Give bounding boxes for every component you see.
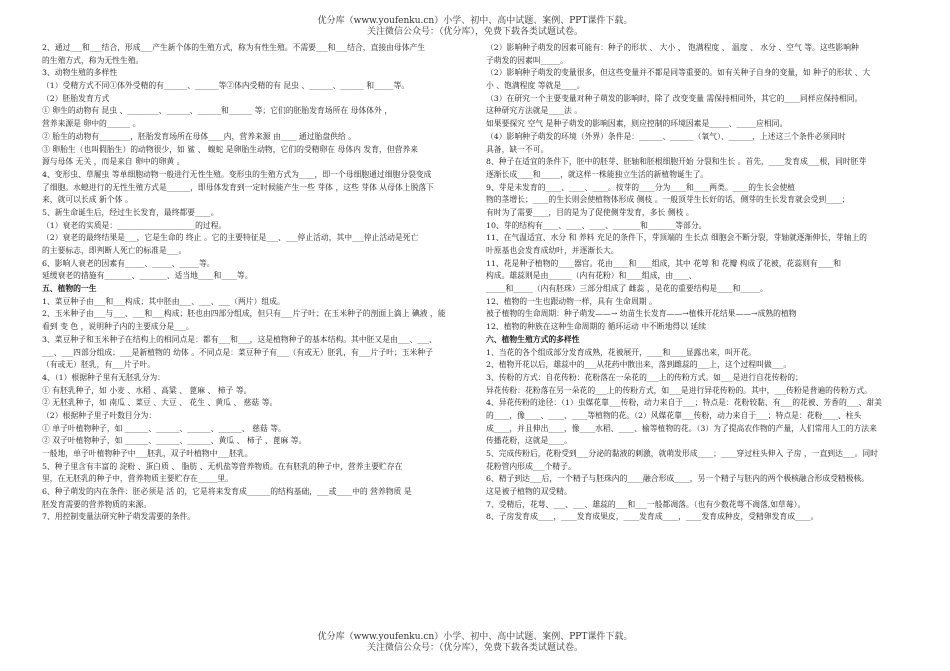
right-text-line: 的____，像____、____、____等植物的花。（2）风媒花靠___传粉，动力来自于___；特点是：花粉____、柱头 xyxy=(486,410,862,420)
right-text-line: 物的茎增长；____的生长则会使植物体形成 侧枝 。一般顶芽生长好的话，侧芽的生长发育就会受到____； xyxy=(486,195,850,205)
right-text-line: 这种研究方法就是____法 。 xyxy=(486,106,583,116)
right-text-line: _____和_____（内有胚珠）三部分组成了 雌蕊 ，是花的重要结构是____和_____。 xyxy=(486,284,768,294)
left-text-line: 源与母体 无关 ，而是来自 卵中的卵黄 。 xyxy=(42,157,185,167)
right-text-line: （3）在研究一个主要变量对种子萌发的影响时，除了 改变变量 需保持相同外，其它的____同样应保持相同。 xyxy=(486,93,863,103)
right-text-line: 如果要探究 空气 是种子萌发的影响因素，则应控制的环境因素是_____、_____应相同。 xyxy=(486,119,788,129)
right-text-line: 5、完成传粉后，花粉受到___分泌的黏液的刺激，就萌发形成____；____穿过柱头伸入 子房 ，一直到达___。同时 xyxy=(486,449,878,458)
left-text-line: 6、影响人衰老的因素有_____、_____、_____等。 xyxy=(42,258,215,268)
right-text-line: 六、植物生殖方式的多样性 xyxy=(486,334,580,344)
right-text-line: 1、当花的各个组成部分发育成熟，花被展开，____和____显露出来，叫开花。 xyxy=(486,347,757,357)
left-text-line: 营养来源是 卵中的______ 。 xyxy=(42,119,141,129)
right-text-line: 11、在气温适宜、水分 和 养料 充足的条件下，芽顶端的 生长点 细胞会不断分裂，芽轴就逐渐伸长，芽轴上的 xyxy=(486,233,867,243)
right-text-line: 8、种子在适宜的条件下，胚中的胚芽、胚轴和胚根细胞开始 分裂和生长 。首先，____发育成___根，同时胚芽 xyxy=(486,157,867,167)
right-text-line: 花粉管内形成___个精子。 xyxy=(486,461,576,471)
left-text-line: 3、菜豆种子和玉米种子在结构上的相同点是：都有___和___，这是植物种子的基本结构。其中胚又是由___、___、 xyxy=(42,334,437,344)
left-text-line: 7、用控制变量法研究种子萌发需要的条件。 xyxy=(42,512,196,522)
left-text-line: ② 胎生的动物有________，胚胎发育场所在母体____内，营养来源 由____ 通过胎盘供给 。 xyxy=(42,131,356,141)
header-line-1: 优分库（www.youfenku.cn）小学、初中、高中试题、案例、PPT课件下载。 xyxy=(317,16,633,26)
left-text-line: ___、___四部分组成；___是新植物的 幼体 。不同点是：菜豆种子有___（有或无）胚乳，有___片子叶；玉米种子 xyxy=(42,347,433,357)
left-text-line: （2）胚胎发育方式 xyxy=(42,93,110,103)
right-text-line: 9、芽是未发育的____、____、____。按芽的____分为____和____两类。____的生长会使植 xyxy=(486,182,796,192)
left-text-line: 3、动物生殖的多样性 xyxy=(42,68,118,78)
left-text-line: 4、（1）根据种子里有无胚乳分为： xyxy=(42,372,165,382)
right-text-line: 被子植物的生命周期：种子萌发——→ 幼苗生长发育——→植株开花结果——→成熟的植物 xyxy=(486,309,797,319)
left-text-line: 4、变形虫、草履虫 等单细胞动物一般进行无性生殖。变形虫的生殖方式为____，即一个母细胞通过细胞分裂变成 xyxy=(42,169,432,179)
footer-line-1: 优分库（www.youfenku.cn）小学、初中、高中试题、案例、PPT课件下载。 xyxy=(317,632,633,642)
left-text-line: 的主要标志，即判断人死亡的标准是___。 xyxy=(42,246,187,255)
right-text-line: 6、精子到达___后，一个精子与胚珠内的____融合形成____，另一个精子与胚内的两个极核融合形成受精极核。 xyxy=(486,474,870,484)
left-text-line: 2、玉米种子由___与___、___和___构成；胚也由四部分组成，但只有___片子叶；在玉米种子的剖面上滴上 碘液 ，能 xyxy=(42,309,446,319)
right-text-line: （2）影响种子萌发的变量很多，但这些变量并不都是同等重要的。如有关种子自身的变量，如 种子的形状 、大 xyxy=(486,68,871,78)
right-text-line: 12、植物的一生也跟动物一样，具有 生命周期 。 xyxy=(486,296,657,306)
right-text-line: 传播花粉，这就是____。 xyxy=(486,436,572,446)
right-text-line: 8、子房发育成____，____发育成果皮，____发育成____，____发育成种皮，受精卵发育成____。 xyxy=(486,512,819,522)
left-text-line: 胚发育需要的营养物质的来源。 xyxy=(42,499,152,509)
left-text-line: ① 有胚乳种子，如 小麦 、水稻 、高粱 、 蓖麻 、 柿子 等。 xyxy=(42,385,252,395)
left-text-line: （1）衰老的实质是：____________________的过程。 xyxy=(42,220,227,230)
left-text-line: 五、植物的一生 xyxy=(42,284,97,294)
left-text-line: 6、种子萌发的内在条件：胚必须是 活 的，它是将来发育成______的结构基础，___或____中的 营养物质 是 xyxy=(42,487,412,497)
right-text-line: 具备，缺一不可。 xyxy=(486,144,549,154)
right-text-line: 异花传粉：花粉落在另一朵花的___上的传粉方式，如___是进行异花传粉的。其中，___传粉是普遍的传粉方式。 xyxy=(486,385,872,395)
left-text-line: 5、种子里含有丰富的 淀粉 、蛋白质 、 脂肪 、无机盐等营养物质。在有胚乳的种子中，营养主要贮存在 xyxy=(42,461,403,471)
right-text-line: 子萌发的因素叫_____。 xyxy=(486,55,568,65)
right-text-line: 3、传粉的方式：自花传粉：花粉落在一朵花的___上的传粉方式。如___是进行自花传粉的； xyxy=(486,372,803,382)
left-text-line: 看到 变 色 ，说明种子内的主要成分是___。 xyxy=(42,322,194,332)
left-text-line: （1）受精方式不同①体外受精的有______、______等②体内受精的有 昆虫 、______、______ 和_____等。 xyxy=(42,81,410,91)
right-text-line: 11、花是种子植物的____器官。花由____和____组成，其中 花萼 和 花瓣 构成了花被，花蕊则有____和 xyxy=(486,258,842,268)
left-column xyxy=(42,42,480,632)
right-text-line: 逐渐长成____和_____，就这样一株能独立生活的新植物诞生了。 xyxy=(486,169,709,179)
left-text-line: ① 卵生的动物有 昆虫 、________、______、______和______ 等；它们的胚胎发育场所在 母体体外 ， xyxy=(42,106,393,116)
right-text-line: 12、植物的种族在这种生命周期的 循环运动 中不断地得以 延续 xyxy=(486,322,707,332)
right-text-line: 4、异花传粉的途径：（1）虫媒花靠___传粉，动力来自于___；特点是：花粉较黏、有___的花被、芳香的___、甜美 xyxy=(486,398,882,408)
left-text-line: 延缓衰老的措施有_______、_______、适当地____和____等。 xyxy=(42,271,253,281)
left-text-line: 里，在无胚乳的种子中，营养物质主要贮存在_____里。 xyxy=(42,474,234,484)
left-text-line: 了细胞。水螅进行的无性生殖方式是______，即母体发育到一定时候能产生一些 芽体 ，这些 芽体 从母体上脱落下 xyxy=(42,182,434,192)
header-banner xyxy=(0,16,950,38)
left-text-line: ① 单子叶植物种子，如 ______、______、______、______、 慈菇 等。 xyxy=(42,423,286,433)
left-text-line: （有或无）胚乳，有___片子叶。 xyxy=(42,360,156,370)
header-line-2: 关注微信公众号：（优分库），免费下载各类试题试卷。 xyxy=(366,27,583,37)
footer-banner xyxy=(0,632,950,654)
left-text-line: ② 双子叶植物种子，如 ______、______、______、黄瓜 、 柿子 、蓖麻 等。 xyxy=(42,436,307,446)
right-text-line: 成____，并且伸出____，像____水稻、____、榆等植物的花。（3）为了提高农作物的产量，人们常用人工的方法来 xyxy=(486,423,877,433)
left-text-line: 1、菜豆种子由___和___构成；其中胚由___、___、___（两片）组成。 xyxy=(42,296,285,306)
left-text-line: 5、新生命诞生后，经过生长发育，最终都要____。 xyxy=(42,207,219,217)
right-text-line: 有时为了需要____，目的是为了促使侧芽发育，多长 侧枝 。 xyxy=(486,207,694,217)
right-text-line: 7、受精后，花萼、___、___、雄蕊的___和___一般都凋落。（也有少数花萼不凋落,如草莓）。 xyxy=(486,499,806,509)
left-text-line: ③ 卵胎生（也叫假胎生）的动物很少，如 鲨 、 蝮蛇 是卵胎生动物，它们的受精卵在 母体内 发育，但营养来 xyxy=(42,144,419,154)
right-text-line: 叶原基也会发育成幼叶，并逐渐长大。 xyxy=(486,246,619,255)
left-text-line: 的生殖方式，称为无性生殖。 xyxy=(42,55,144,65)
right-text-line: 构成。雄蕊则是由______（内有花粉）和____组成，由____、 xyxy=(486,271,697,281)
right-text-line: 10、芽的结构有____、____、____、_______和_______等部分。 xyxy=(486,220,707,230)
left-text-line: 一般地，单子叶植物种子中___胚乳，双子叶植物中___胚乳。 xyxy=(42,449,253,458)
left-text-line: （2）根据种子里子叶数目分为： xyxy=(42,410,157,420)
right-text-line: 2、植物开花以后，雄蕊中的___从花药中散出来，落到雌蕊的___上，这个过程叫做___。 xyxy=(486,360,792,370)
left-text-line: （2）衰老的最终结果是___，它是生命的 终止 。它的主要特征是___、___停止活动，其中___停止活动是死亡 xyxy=(42,233,419,243)
left-text-line: 2、通过___和___结合，形成___产生新个体的生殖方式，称为有性生殖。不需要___和___结合，直接由母体产生 xyxy=(42,43,426,52)
right-text-line: （4）影响种子萌发的环境（外界）条件是：______、______（氧气）、______，上述这三个条件必须同时 xyxy=(486,131,846,141)
left-text-line: ② 无胚乳种子，如 南瓜 、菜豆 、大豆 、 花生 、黄瓜 、 慈菇 等。 xyxy=(42,398,278,408)
right-column xyxy=(486,42,916,632)
right-text-line: （2）影响种子萌发的因素可能有：种子的形状 、 大小 、 饱满程度 、 温度 、 水分 、空气 等。这些影响种 xyxy=(486,43,859,52)
left-text-line: 来，就可以长成 新个体 。 xyxy=(42,195,133,205)
footer-line-2: 关注微信公众号：（优分库），免费下载各类试题试卷。 xyxy=(366,643,583,653)
right-text-line: 小 、饱满程度 等就是____。 xyxy=(486,81,585,91)
right-text-line: 这是被子植物的双受精。 xyxy=(486,487,572,497)
